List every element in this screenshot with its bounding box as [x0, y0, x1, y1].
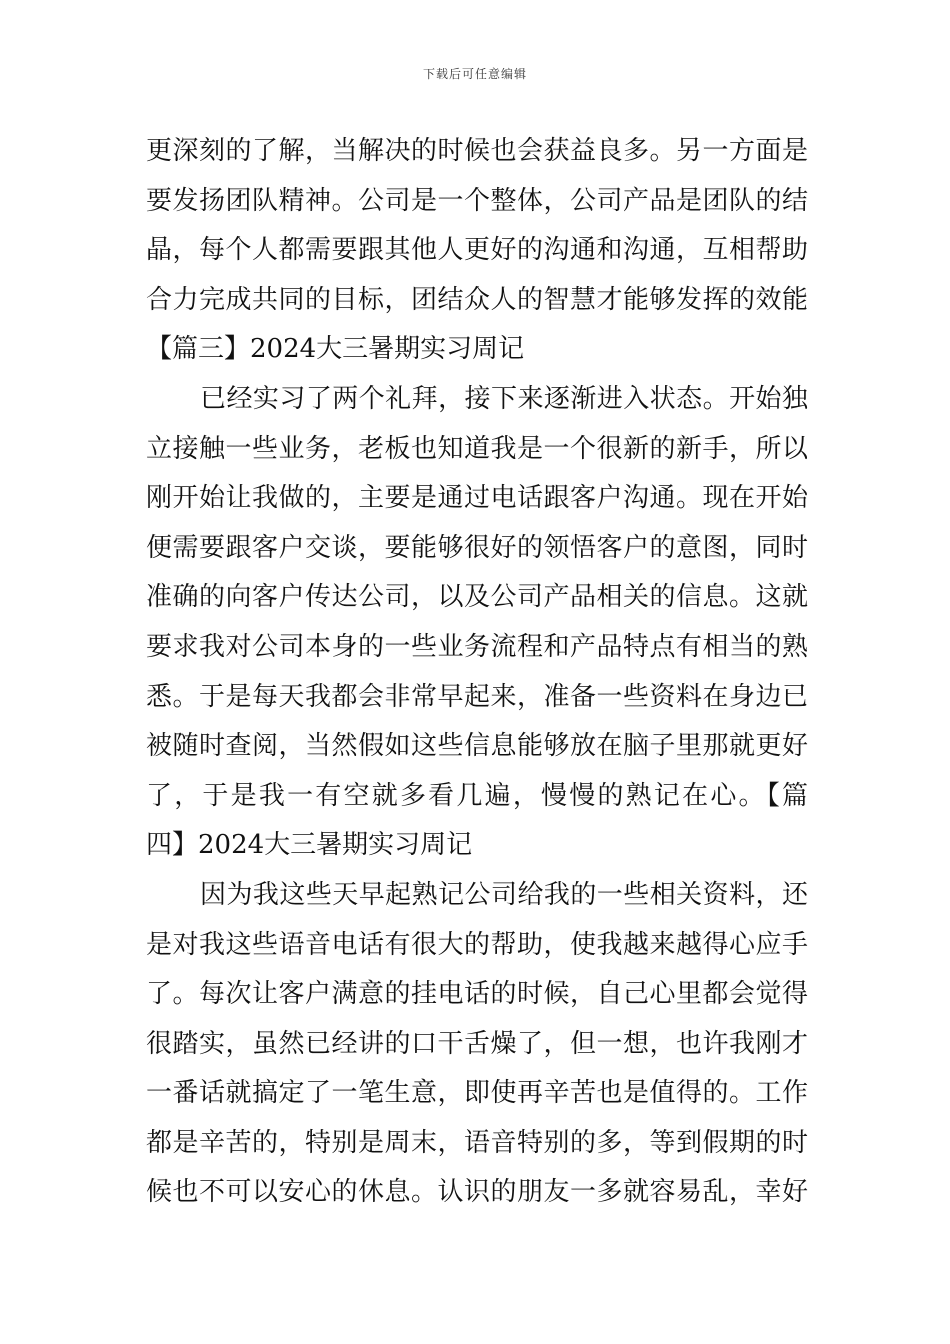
text-line: 晶，每个人都需要跟其他人更好的沟通和沟通，互相帮助: [146, 235, 808, 266]
text-line: 要发扬团队精神。公司是一个整体，公司产品是团队的结: [146, 185, 808, 216]
text-line: 是对我这些语音电话有很大的帮助，使我越来越得心应手: [146, 929, 808, 960]
text-line: 已经实习了两个礼拜，接下来逐渐进入状态。开始独: [200, 383, 808, 414]
text-line: 悉。于是每天我都会非常早起来，准备一些资料在身边已: [146, 681, 808, 712]
page-header: 下载后可任意编辑: [422, 67, 527, 81]
text-line: 刚开始让我做的，主要是通过电话跟客户沟通。现在开始: [146, 483, 808, 514]
section-heading: 四】2024大三暑期实习周记: [146, 830, 473, 861]
text-line: 了。每次让客户满意的挂电话的时候，自己心里都会觉得: [146, 979, 808, 1010]
text-line: 更深刻的了解，当解决的时候也会获益良多。另一方面是: [146, 136, 808, 166]
text-line: 候也不可以安心的休息。认识的朋友一多就容易乱，幸好: [146, 1177, 808, 1208]
text-line: 准确的向客户传达公司，以及公司产品相关的信息。这就: [146, 582, 808, 613]
text-line: 一番话就搞定了一笔生意，即使再辛苦也是值得的。工作: [146, 1078, 808, 1109]
text-line: 合力完成共同的目标，团结众人的智慧才能够发挥的效能: [146, 284, 808, 315]
text-line: 要求我对公司本身的一些业务流程和产品特点有相当的熟: [146, 631, 808, 662]
text-line: 被随时查阅，当然假如这些信息能够放在脑子里那就更好: [146, 731, 808, 762]
text-line: 都是辛苦的，特别是周末，语音特别的多，等到假期的时: [146, 1127, 808, 1158]
section-heading: 【篇三】2024大三暑期实习周记: [146, 334, 525, 365]
text-line: 立接触一些业务，老板也知道我是一个很新的新手，所以: [146, 433, 808, 464]
text-line: 因为我这些天早起熟记公司给我的一些相关资料，还: [200, 879, 808, 910]
text-line: 很踏实，虽然已经讲的口干舌燥了，但一想，也许我刚才: [146, 1028, 808, 1059]
text-line: 便需要跟客户交谈，要能够很好的领悟客户的意图，同时: [146, 532, 808, 563]
text-line: 了，于是我一有空就多看几遍，慢慢的熟记在心。【篇: [146, 780, 808, 811]
document-body: [146, 127, 808, 1218]
